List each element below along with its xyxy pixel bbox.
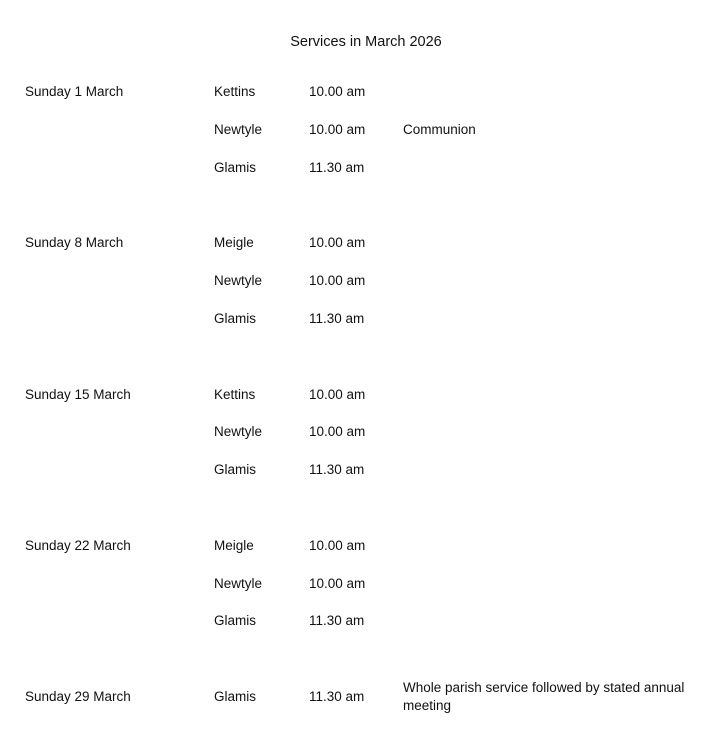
service-time: 10.00 am	[309, 273, 366, 288]
service-row	[0, 422, 724, 442]
service-note: Whole parish service followed by stated annual meeting	[403, 680, 685, 713]
service-time: 10.00 am	[309, 235, 366, 250]
service-row	[0, 536, 724, 556]
church-name: Newtyle	[214, 273, 263, 288]
service-row	[0, 158, 724, 178]
service-time: 10.00 am	[309, 424, 366, 439]
church-name: Glamis	[214, 689, 257, 704]
church-name: Glamis	[214, 160, 257, 175]
service-date: Sunday 1 March	[25, 84, 124, 99]
service-time: 11.30 am	[309, 462, 365, 477]
service-date: Sunday 8 March	[25, 235, 124, 250]
service-row	[0, 82, 724, 102]
church-name: Newtyle	[214, 122, 263, 137]
service-time: 10.00 am	[309, 387, 366, 402]
page-title: Services in March 2026	[290, 34, 442, 50]
service-row	[0, 574, 724, 594]
service-time: 11.30 am	[309, 311, 365, 326]
service-time: 11.30 am	[309, 613, 365, 628]
church-name: Glamis	[214, 462, 257, 477]
service-time: 10.00 am	[309, 84, 366, 99]
service-time: 10.00 am	[309, 576, 366, 591]
service-date: Sunday 29 March	[25, 689, 131, 704]
service-date: Sunday 22 March	[25, 538, 131, 553]
church-name: Glamis	[214, 613, 257, 628]
service-time: 10.00 am	[309, 538, 366, 553]
church-name: Kettins	[214, 387, 256, 402]
service-time: 11.30 am	[309, 160, 365, 175]
service-row	[0, 611, 724, 631]
service-row	[0, 271, 724, 291]
service-row	[0, 309, 724, 329]
service-time: 10.00 am	[309, 122, 366, 137]
service-date: Sunday 15 March	[25, 387, 131, 402]
service-row	[0, 120, 724, 140]
service-time: 11.30 am	[309, 689, 365, 704]
church-name: Meigle	[214, 235, 254, 250]
service-row	[0, 385, 724, 405]
church-name: Kettins	[214, 84, 256, 99]
service-note: Communion	[403, 122, 476, 137]
service-row	[0, 233, 724, 253]
church-name: Glamis	[214, 311, 257, 326]
service-row	[0, 460, 724, 480]
church-name: Newtyle	[214, 576, 263, 591]
church-name: Newtyle	[214, 424, 263, 439]
church-name: Meigle	[214, 538, 254, 553]
